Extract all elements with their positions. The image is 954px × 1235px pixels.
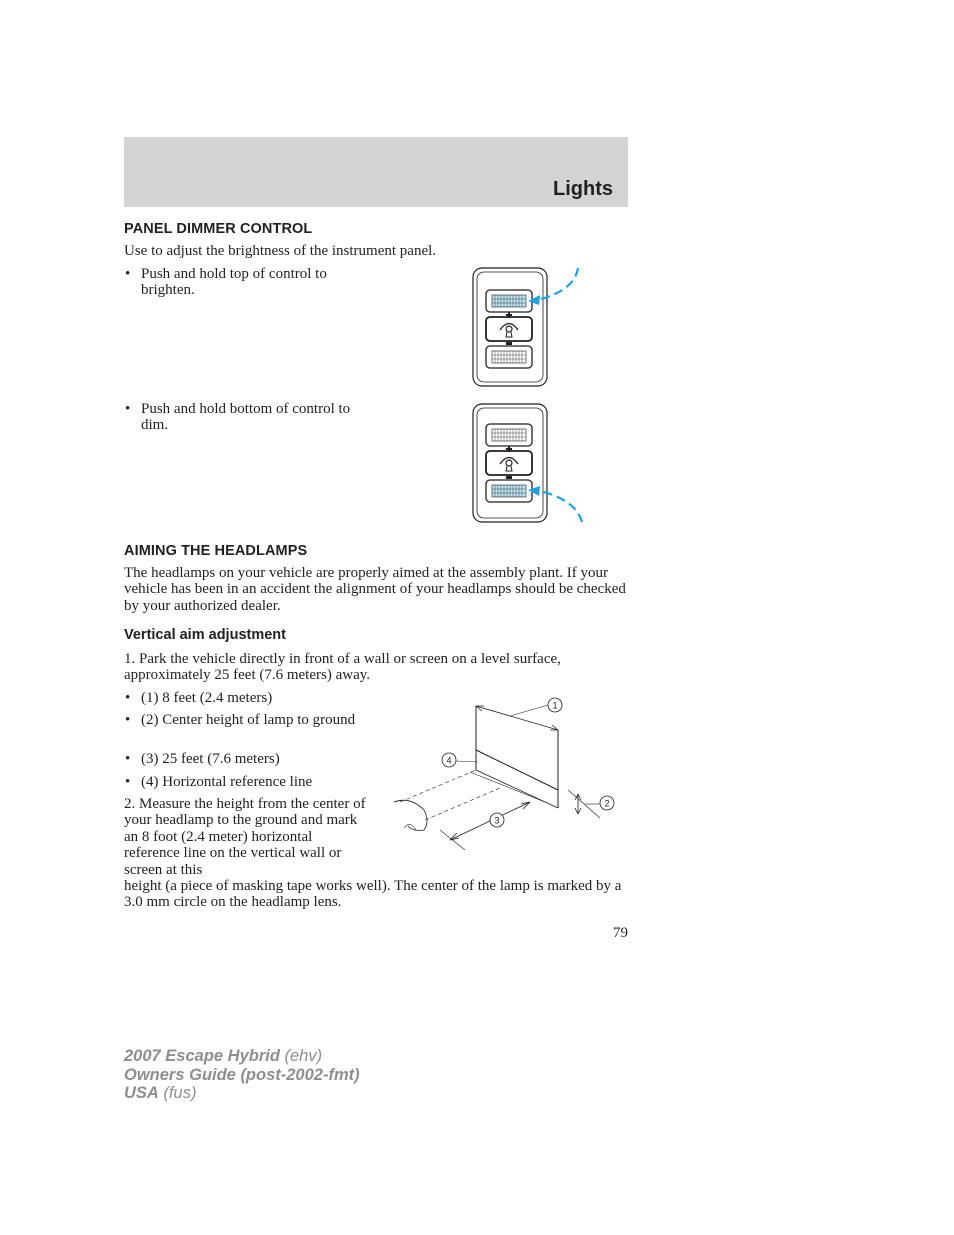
callout-2: 2: [604, 798, 610, 809]
footer-line-3: USA (fus): [124, 1084, 197, 1102]
panel-dimmer-heading: PANEL DIMMER CONTROL: [124, 221, 313, 237]
footer-line-2: Owners Guide (post-2002-fmt): [124, 1065, 360, 1084]
dimmer-brighten-illustration: [460, 262, 590, 392]
headlamp-aiming-diagram: [380, 690, 620, 860]
callout-1: 1: [552, 700, 558, 711]
aim-bullet-3: • (3) 25 feet (7.6 meters): [124, 751, 371, 767]
section-title: Lights: [553, 178, 613, 200]
footer: [124, 1047, 360, 1103]
footer-line-1: 2007 Escape Hybrid (ehv): [124, 1047, 323, 1065]
callout-4: 4: [446, 755, 452, 766]
aiming-intro: The headlamps on your vehicle are properly aimed at the assembly plant. If your vehicle has been in an accident the alignment of your headlamps should be checked by your authorized dealer.: [124, 565, 626, 614]
page-number: 79: [613, 925, 628, 941]
callout-3: 3: [494, 815, 500, 826]
step-2-text: 2. Measure the height from the center of your headlamp to the ground and mark an 8 foot (2.4 meter) horizontal reference line on the vertical wall or screen at this: [124, 796, 366, 878]
aim-bullet-1: • (1) 8 feet (2.4 meters): [124, 690, 371, 706]
aiming-heading: AIMING THE HEADLAMPS: [124, 543, 308, 559]
bullet-dim: • Push and hold bottom of control to dim.: [124, 401, 377, 434]
dimmer-dim-illustration: [460, 398, 590, 528]
vertical-aim-subheading: Vertical aim adjustment: [124, 627, 286, 643]
aim-bullet-4: • (4) Horizontal reference line: [124, 774, 371, 790]
panel-dimmer-intro: Use to adjust the brightness of the instrument panel.: [124, 243, 437, 259]
section-header-band: [124, 137, 628, 207]
aim-bullet-2: • (2) Center height of lamp to ground: [124, 712, 356, 728]
step-2-text-continued: height (a piece of masking tape works well). The center of the lamp is marked by a 3.0 mm circle on the headlamp lens.: [124, 878, 622, 911]
bullet-brighten: • Push and hold top of control to brighten.: [124, 266, 369, 299]
step-1-text: 1. Park the vehicle directly in front of a wall or screen on a level surface, approximately 25 feet (7.6 meters) away.: [124, 651, 561, 684]
